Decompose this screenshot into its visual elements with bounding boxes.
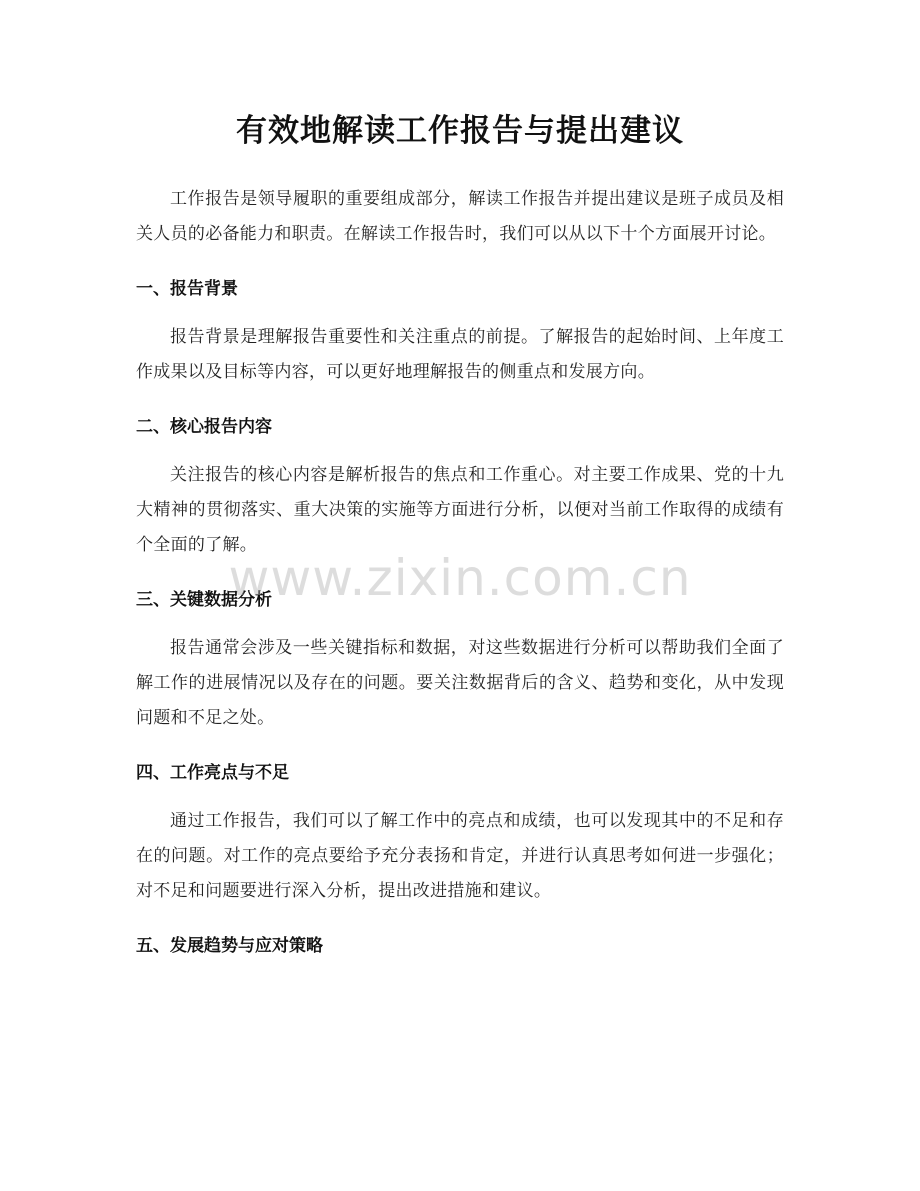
section-heading: 四、工作亮点与不足: [136, 763, 289, 783]
section-2: [136, 410, 784, 563]
section-heading: 三、关键数据分析: [136, 590, 272, 610]
section-body: 关注报告的核心内容是解析报告的焦点和工作重心。对主要工作成果、党的十九大精神的贯彻落实、重大决策的实施等方面进行分析，以便对当前工作取得的成绩有个全面的了解。: [136, 465, 784, 555]
section-1: [136, 272, 784, 390]
watermark-text: www.zixin.com.cn: [228, 549, 692, 607]
section-body: 报告背景是理解报告重要性和关注重点的前提。了解报告的起始时间、上年度工作成果以及目标等内容，可以更好地理解报告的侧重点和发展方向。: [136, 327, 784, 382]
section-3: [136, 583, 784, 736]
section-heading: 五、发展趋势与应对策略: [136, 936, 323, 956]
section-body: 报告通常会涉及一些关键指标和数据，对这些数据进行分析可以帮助我们全面了解工作的进展情况以及存在的问题。要关注数据背后的含义、趋势和变化，从中发现问题和不足之处。: [136, 638, 784, 728]
intro-paragraph: 工作报告是领导履职的重要组成部分，解读工作报告并提出建议是班子成员及相关人员的必备能力和职责。在解读工作报告时，我们可以从以下十个方面展开讨论。: [136, 189, 784, 244]
section-heading: 二、核心报告内容: [136, 417, 272, 437]
section-heading: 一、报告背景: [136, 279, 238, 299]
section-5: [136, 929, 784, 963]
section-4: [136, 756, 784, 909]
document-title: 有效地解读工作报告与提出建议: [236, 113, 684, 149]
section-body: 通过工作报告，我们可以了解工作中的亮点和成绩，也可以发现其中的不足和存在的问题。对工作的亮点要给予充分表扬和肯定，并进行认真思考如何进一步强化；对不足和问题要进行深入分析，提出改进措施和建议。: [136, 811, 784, 901]
